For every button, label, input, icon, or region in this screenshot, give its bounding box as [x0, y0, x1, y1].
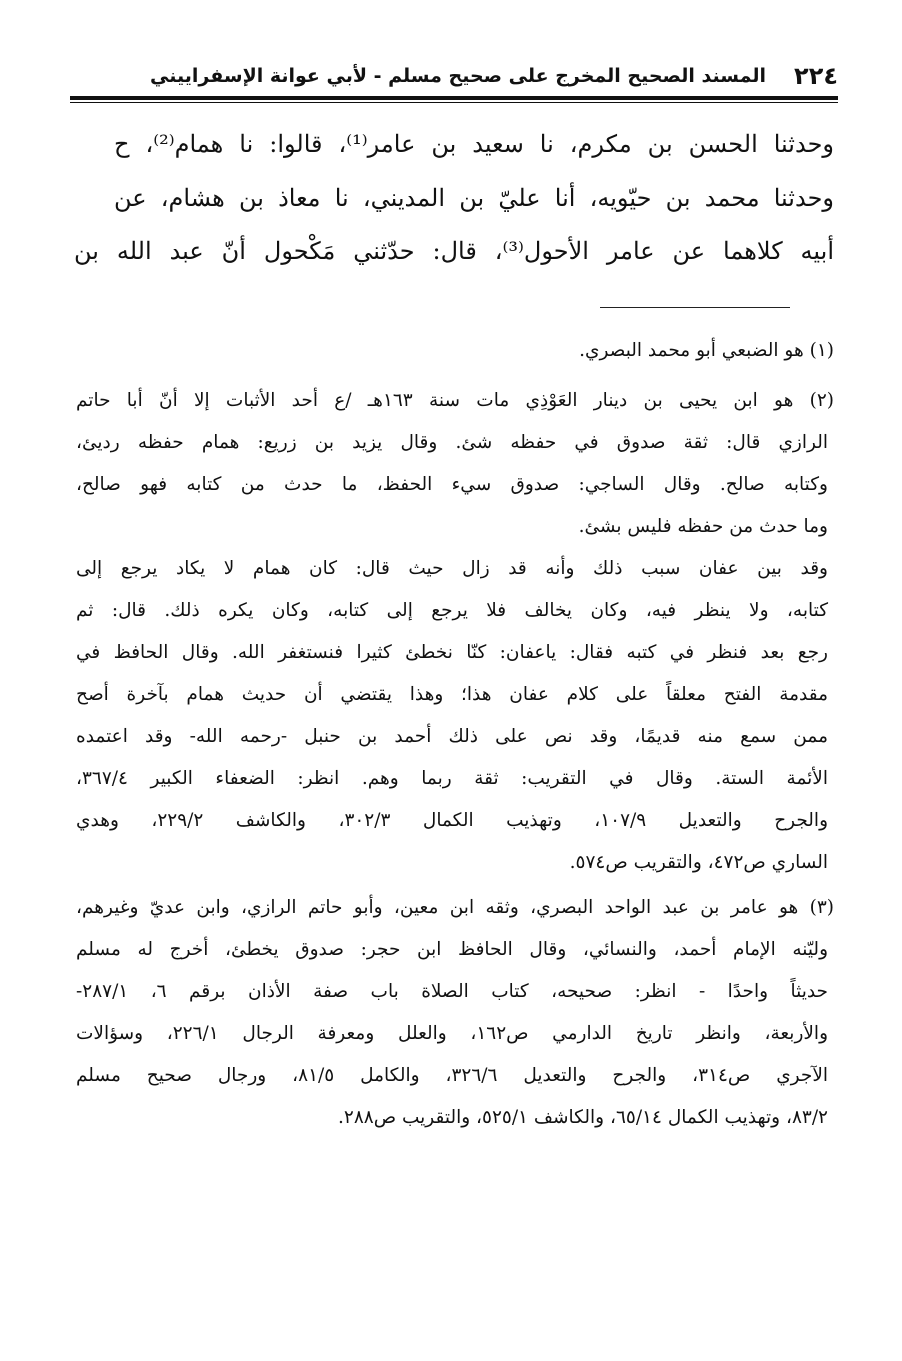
footnote-line: ممن سمع منه قديمًا، وقد نص على ذلك أحمد بن حنبل -رحمه الله- وقد اعتمده: [76, 726, 828, 747]
footnote-line: وقد بين عفان سبب ذلك وأنه قد زال حيث قال: كان همام لا يكاد يرجع إلى: [76, 558, 828, 579]
header-rule: [70, 96, 838, 100]
footnote-line: (٣) هو عامر بن عبد الواحد البصري، وثقه ابن معين، وأبو حاتم الرازي، وابن عديّ وغيرهم،: [76, 897, 834, 918]
footnote-line: الأئمة الستة. وقال في التقريب: ثقة ربما وهم. انظر: الضعفاء الكبير ٣٦٧/٤،: [76, 768, 828, 789]
footnote-line: الآجري ص٣١٤، والجرح والتعديل ٣٢٦/٦، والكامل ٨١/٥، ورجال صحيح مسلم: [76, 1065, 829, 1086]
footnote-line: حديثاً واحدًا - انظر: صحيحه، كتاب الصلاة باب صفة الأذان برقم ٦، ٢٨٧/١-: [76, 981, 828, 1002]
footnote-line: وكتابه صالح. وقال الساجي: صدوق سيء الحفظ، ما حدث من كتابه فهو صالح،: [76, 474, 828, 495]
main-text-line: أبيه كلاهما عن عامر الأحول⁽³⁾، قال: حدّثني مَكْحول أنّ عبد الله بن: [74, 237, 835, 265]
page-number: ٢٢٤: [794, 62, 838, 90]
footnote-line: والجرح والتعديل ١٠٧/٩، وتهذيب الكمال ٣٠٢/٣، والكاشف ٢٢٩/٢، وهدي: [76, 810, 829, 831]
footnote-line: والأربعة، وانظر تاريخ الدارمي ص١٦٢، والعلل ومعرفة الرجال ٢٢٦/١، وسؤالات: [76, 1023, 828, 1044]
footnote-line: كتابه، ولا ينظر فيه، وكان يخالف فلا يرجع إلى كتابه، وكان يكره ذلك. قال: ثم: [76, 600, 828, 621]
footnote-line: ٨٣/٢، وتهذيب الكمال ٦٥/١٤، والكاشف ٥٢٥/١، والتقريب ص٢٨٨.: [338, 1107, 828, 1128]
page-header: [70, 62, 838, 94]
footnote-line: الرازي قال: ثقة صدوق في حفظه شئ. وقال يزيد بن زريع: همام حفظه رديئ،: [76, 432, 828, 453]
main-text-line: وحدثنا الحسن بن مكرم، نا سعيد بن عامر⁽¹⁾، قالوا: نا همام⁽²⁾، ح: [114, 130, 834, 158]
footnote-line: وليّنه الإمام أحمد، والنسائي، وقال الحافظ ابن حجر: صدوق يخطئ، أخرج له مسلم: [76, 939, 828, 960]
footnote-line: مقدمة الفتح معلقاً على كلام عفان هذا؛ وهذا يقتضي أن حديث همام بآخرة أصح: [76, 684, 828, 705]
footnote-line: الساري ص٤٧٢، والتقريب ص٥٧٤.: [569, 852, 828, 873]
header-rule-thin: [70, 102, 838, 103]
running-title: المسند الصحيح المخرج على صحيح مسلم - لأبي عوانة الإسفراييني: [150, 65, 766, 87]
footnote-separator: [600, 307, 790, 308]
footnote-line: (١) هو الضبعي أبو محمد البصري.: [579, 340, 834, 361]
footnote-line: وما حدث من حفظه فليس بشئ.: [578, 516, 828, 537]
footnote-line: رجع بعد فنظر في كتبه فقال: ياعفان: كنّا نخطئ كثيرا فنستغفر الله. وقال الحافظ في: [76, 642, 828, 663]
main-text-line: وحدثنا محمد بن حيّويه، أنا عليّ بن المديني، نا معاذ بن هشام، عن: [114, 184, 834, 212]
footnote-line: (٢) هو ابن يحيى بن دينار العَوْذِي مات سنة ١٦٣هـ /ع أحد الأثبات إلا أنّ أبا حاتم: [76, 390, 834, 411]
